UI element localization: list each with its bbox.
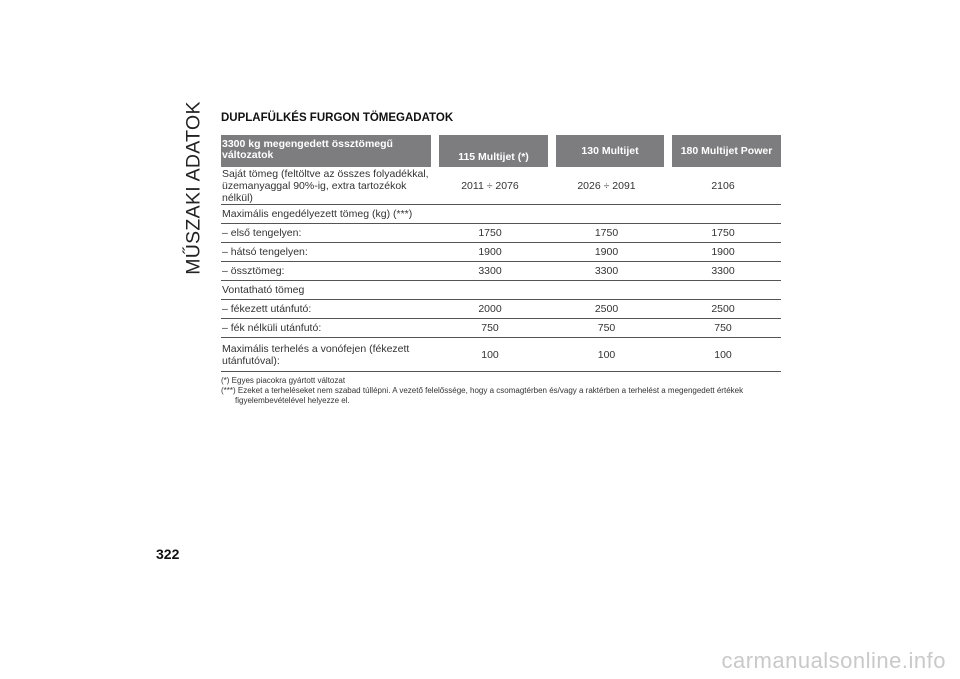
cell-value: 750 xyxy=(548,319,664,338)
row-label: – fék nélküli utánfutó: xyxy=(221,319,431,338)
table-row xyxy=(221,281,781,300)
row-label: Maximális engedélyezett tömeg (kg) (***) xyxy=(221,205,431,224)
cell-value xyxy=(664,205,781,224)
footnote-triple-star-continued: figyelembevételével helyezze el. xyxy=(235,396,350,405)
table-row xyxy=(221,224,781,243)
row-label: – fékezett utánfutó: xyxy=(221,300,431,319)
cell-value: 750 xyxy=(664,319,781,338)
cell-value: 100 xyxy=(431,338,548,372)
cell-value: 1750 xyxy=(548,224,664,243)
footnotes xyxy=(221,376,781,406)
cell-value: 3300 xyxy=(431,262,548,281)
cell-value: 1900 xyxy=(431,243,548,262)
table-row xyxy=(221,243,781,262)
header-130-multijet: 130 Multijet xyxy=(548,135,664,167)
cell-value xyxy=(548,205,664,224)
header-180-multijet-power: 180 Multijet Power xyxy=(664,135,781,167)
cell-value: 1750 xyxy=(431,224,548,243)
section-title: DUPLAFÜLKÉS FURGON TÖMEGADATOK xyxy=(221,112,454,124)
cell-value: 2500 xyxy=(548,300,664,319)
page-number: 322 xyxy=(156,546,180,562)
cell-value: 1900 xyxy=(664,243,781,262)
cell-value: 2500 xyxy=(664,300,781,319)
cell-value: 100 xyxy=(548,338,664,372)
cell-value: 750 xyxy=(431,319,548,338)
row-label: Saját tömeg (feltöltve az összes folyadékkal, üzemanyaggal 90%-ig, extra tartozékok nélkül) xyxy=(221,167,431,205)
row-label: – össztömeg: xyxy=(221,262,431,281)
cell-value xyxy=(548,281,664,300)
cell-value: 1750 xyxy=(664,224,781,243)
row-label: – hátsó tengelyen: xyxy=(221,243,431,262)
cell-value: 2106 xyxy=(664,167,781,205)
cell-value: 2000 xyxy=(431,300,548,319)
cell-value: 1900 xyxy=(548,243,664,262)
watermark: carmanualsonline.info xyxy=(721,648,946,673)
cell-value: 3300 xyxy=(548,262,664,281)
table-row xyxy=(221,338,781,372)
table-row xyxy=(221,262,781,281)
table-row xyxy=(221,319,781,338)
cell-value xyxy=(664,281,781,300)
cell-value xyxy=(431,281,548,300)
side-section-title-text: MŰSZAKI ADATOK xyxy=(182,101,205,275)
cell-value: 3300 xyxy=(664,262,781,281)
header-115-multijet: 115 Multijet (*) xyxy=(431,135,548,167)
row-label: – első tengelyen: xyxy=(221,224,431,243)
table-row xyxy=(221,205,781,224)
footnote-single-star: (*) Egyes piacokra gyártott változat xyxy=(221,376,346,385)
footnote-triple-star: (***) Ezeket a terheléseket nem szabad túllépni. A vezető felelőssége, hogy a csomagtérben és/vagy a raktérben a terhelést a megengedett értékek xyxy=(221,386,744,395)
side-section-title xyxy=(177,101,211,275)
cell-value: 100 xyxy=(664,338,781,372)
cell-value: 2026 ÷ 2091 xyxy=(548,167,664,205)
cell-value: 2011 ÷ 2076 xyxy=(431,167,548,205)
row-label: Vontatható tömeg xyxy=(221,281,431,300)
table-row xyxy=(221,167,781,205)
cell-value xyxy=(431,205,548,224)
table-row xyxy=(221,300,781,319)
mass-data-table xyxy=(221,135,781,372)
table-header-row xyxy=(221,135,781,167)
header-variant: 3300 kg megengedett össztömegű változatok xyxy=(221,135,431,167)
row-label: Maximális terhelés a vonófejen (fékezett utánfutóval): xyxy=(221,338,431,372)
